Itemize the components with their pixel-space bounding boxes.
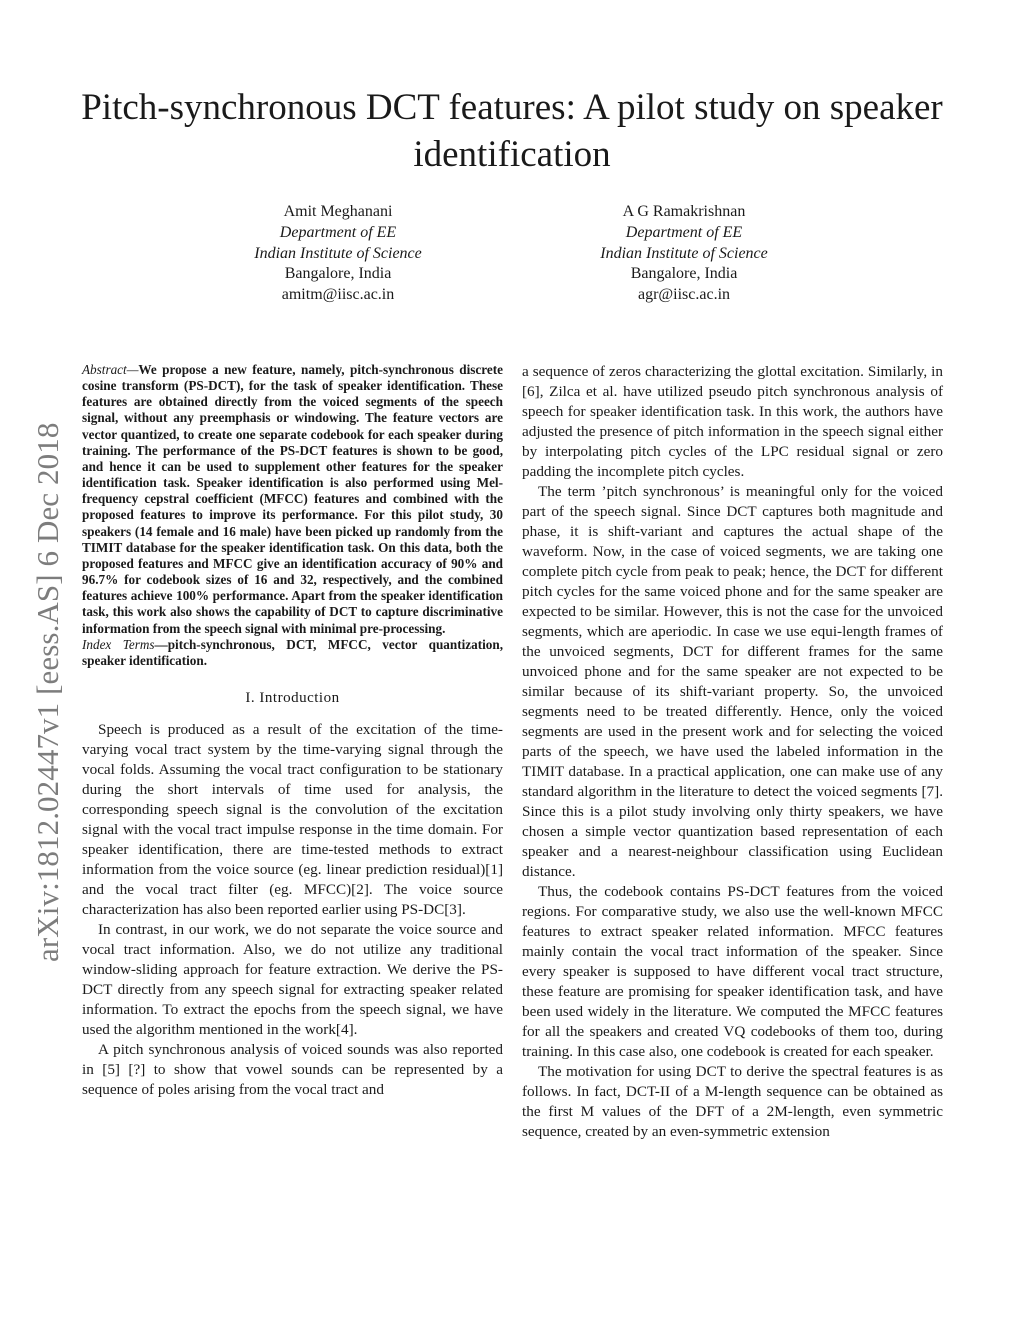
author-department: Department of EE bbox=[625, 223, 743, 241]
arxiv-id: arXiv:1812.02447v1 [eess.AS] 6 Dec 2018 bbox=[30, 422, 65, 962]
index-terms-text: —pitch-synchronous, DCT, MFCC, vector quantization, speaker identification. bbox=[82, 636, 503, 668]
paper-title: Pitch-synchronous DCT features: A pilot study on speaker identification bbox=[81, 87, 943, 175]
arxiv-stamp bbox=[27, 352, 69, 962]
paragraph: The motivation for using DCT to derive the spectral features is as follows. In fact, DCT-II of a M-length sequence can be obtained as the first M values of the DFT of a 2M-length, even symmetric sequence, created by an even-symmetric extension bbox=[522, 1063, 943, 1140]
author-name: A G Ramakrishnan bbox=[622, 203, 746, 220]
index-terms-label: Index Terms bbox=[82, 636, 155, 652]
author-location: Bangalore, India bbox=[284, 265, 392, 283]
abstract-text: We propose a new feature, namely, pitch-synchronous discrete cosine transform (PS-DCT), for the task of speaker identification. These features are obtained directly from the voiced segments of the speech signal, without any preemphasis or windowing. The feature vectors are vector quantized, to create one separate codebook for each speaker during training. The performance of the PS-DCT features is shown to be good, and hence it can be used to supplement other features for the speaker identification task. Speaker identification is also performed using Mel-frequency cepstral coefficient (MFCC) features and combined with the proposed features to improve its performance. For this pilot study, 30 speakers (14 female and 16 male) have been picked up randomly from the TIMIT database for the speaker identification task. On this data, both the proposed features and MFCC give an identification accuracy of 90% and 96.7% for codebook sizes of 16 and 32, respectively, and the combined features achieve 100% performance. Apart from the speaker identification task, this work also shows the capability of DCT to capture discriminative information from the speech signal with minimal pre-processing. bbox=[82, 362, 503, 636]
left-column bbox=[82, 362, 503, 1100]
author-block-1 bbox=[188, 202, 488, 306]
abstract bbox=[82, 362, 503, 637]
paragraph: The term ’pitch synchronous’ is meaningful only for the voiced part of the speech signal. Since DCT captures both magnitude and phase, it is shift-variant and captures the actual shape of the waveform. Now, in the case of voiced segments, we are taking one complete pitch cycle from peak to peak; hence, the DCT for different pitch cycles for the same voiced phone and for the same speaker are expected to be similar. However, this is not the case for the unvoiced segments, which are aperiodic. In case we use equi-length frames of the unvoiced segments, DCT for different frames for the same unvoiced phone and for the same speaker are not expected to be similar because of its shift-variant property. So, the unvoiced segments need to be treated differently. Hence, only the voiced segments are used in the present work and for selecting the voiced parts of the speech, we have used the labeled information in the TIMIT database. In a practical application, one can make use of any standard algorithm in the literature to detect the voiced segments [7]. Since this is a pilot study involving only thirty speakers, we have chosen a simple vector quantization based representation of each speaker and a nearest-neighbour classification using Euclidean distance. bbox=[522, 483, 943, 880]
paragraph: a sequence of zeros characterizing the glottal excitation. Similarly, in [6], Zilca et al. have utilized pseudo pitch synchronous analysis of speech for speaker identification task. In this work, the authors have adjusted the presence of pitch information in the speech signal either by interpolating pitch cycles of the LPC residual signal or zero padding the incomplete pitch cycles. bbox=[522, 363, 943, 480]
author-location: Bangalore, India bbox=[630, 265, 738, 283]
author-department: Department of EE bbox=[279, 223, 397, 241]
author-institute: Indian Institute of Science bbox=[254, 244, 422, 262]
right-column bbox=[522, 362, 943, 1142]
author-name: Amit Meghanani bbox=[283, 203, 393, 220]
paragraph: Speech is produced as a result of the excitation of the time-varying vocal tract system by the time-varying signal through the vocal folds. Assuming the vocal tract configuration to be stationary during the short intervals of time used for analysis, the corresponding speech signal is the convolution of the excitation signal with the vocal tract impulse response in the time domain. For speaker identification, there are time-tested methods to extract information from the voice source (eg. linear prediction residual)[1] and the vocal tract filter (eg. MFCC)[2]. The voice source characterization has also been reported earlier using PS-DC[3]. bbox=[82, 720, 503, 918]
author-block-2 bbox=[534, 202, 834, 306]
abstract-label: Abstract— bbox=[82, 362, 139, 377]
author-institute: Indian Institute of Science bbox=[600, 244, 768, 262]
index-terms bbox=[82, 637, 503, 669]
author-email: amitm@iisc.ac.in bbox=[281, 286, 395, 304]
paragraph: A pitch synchronous analysis of voiced sounds was also reported in [5] [?] to show that vowel sounds can be represented by a sequence of poles arising from the vocal tract and bbox=[82, 1040, 503, 1098]
section-heading: I. Introduction bbox=[245, 689, 340, 706]
paragraph: In contrast, in our work, we do not separate the voice source and vocal tract information. Also, we do not utilize any traditional window-sliding approach for feature extraction. We derive the PS-DCT directly from any speech signal for extracting speaker related information. To extract the epochs from the speech signal, we have used the algorithm mentioned in the work[4]. bbox=[82, 920, 503, 1038]
author-email: agr@iisc.ac.in bbox=[637, 286, 731, 304]
paragraph: Thus, the codebook contains PS-DCT features from the voiced regions. For comparative study, we also use the well-known MFCC features to extract speaker related information. MFCC features mainly contain the vocal tract information of the speaker. Since every speaker is supposed to have different vocal tract structure, these feature are promising for speaker identification task, and have been used widely in the literature. We computed the MFCC features for all the speakers and created VQ codebooks of them too, during training. In this case also, one codebook is created for each speaker. bbox=[522, 883, 943, 1060]
